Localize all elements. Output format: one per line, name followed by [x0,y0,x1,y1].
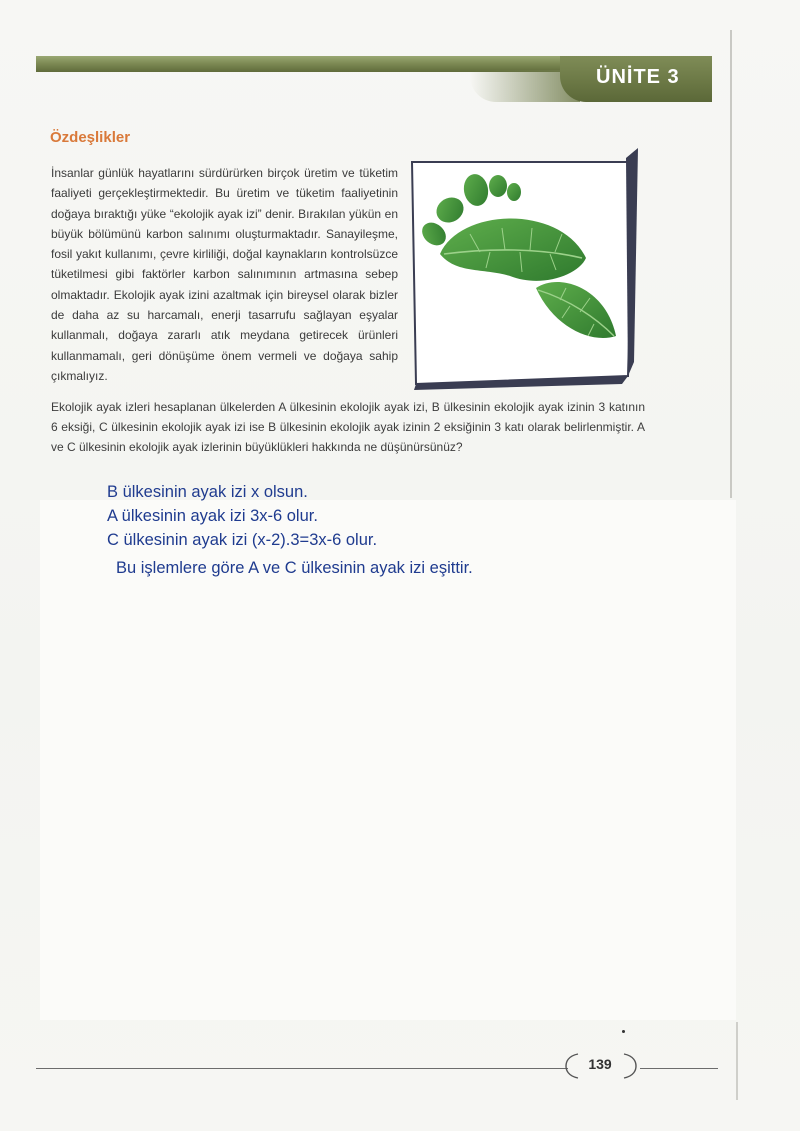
answer-line: B ülkesinin ayak izi x olsun. [107,483,308,501]
intro-paragraph: İnsanlar günlük hayatlarını sürdürürken birçok üretim ve tüketim faaliyeti gerçekleştirmektedir. Bu üretim ve tüketim faaliyetinin doğaya bıraktığı yüke “ekolojik ayak izi” denir. Bırakılan yükün en büyük bölümünü karbon salınımı oluşturmaktadır. Sanayileşme, fosil yakıt kullanımı, çevre kirliliği, doğal kaynakların kontrolsüzce tüketilmesi gibi faktörler karbon salınımının artmasına sebep olmaktadır. Ekolojik ayak izini azaltmak için bireysel olarak bizler de daha az su harcamalı, enerji tasarrufu sağlayan eşyalar kullanmalı, doğaya zararlı atık meydana getirecek ürünleri kullanmamalı, geri dönüşüme önem vermeli ve doğaya sahip çıkmalıyız. [51,166,398,383]
leaf-footprint-icon [410,148,640,390]
footprint-figure [410,148,640,390]
right-margin-rule-bottom [736,1022,738,1100]
page-number: 139 [588,1056,612,1072]
footer-rule-right [640,1068,718,1069]
footer-rule-left [36,1068,568,1069]
question-paragraph: Ekolojik ayak izleri hesaplanan ülkelerden A ülkesinin ekolojik ayak izi, B ülkesinin ekolojik ayak izinin 3 katının 6 eksiği, C ülkesinin ekolojik ayak izi ise B ülkesinin ekolojik ayak izinin 2 eksiğinin 3 katı olarak belirlenmiştir. A ve C ülkesinin ekolojik ayak izlerinin büyüklükleri hakkında ne düşünürsünüz? [51,400,645,454]
answer-area [40,483,736,1020]
answer-line: A ülkesinin ayak izi 3x-6 olur. [107,507,318,525]
answer-line: Bu işlemlere göre A ve C ülkesinin ayak izi eşittir. [116,559,473,577]
unit-label: ÜNİTE 3 [596,66,680,88]
ink-dot [622,1030,625,1033]
right-margin-rule [730,30,732,498]
answer-line: C ülkesinin ayak izi (x-2).3=3x-6 olur. [107,531,378,549]
section-title: Özdeşlikler [50,129,131,146]
